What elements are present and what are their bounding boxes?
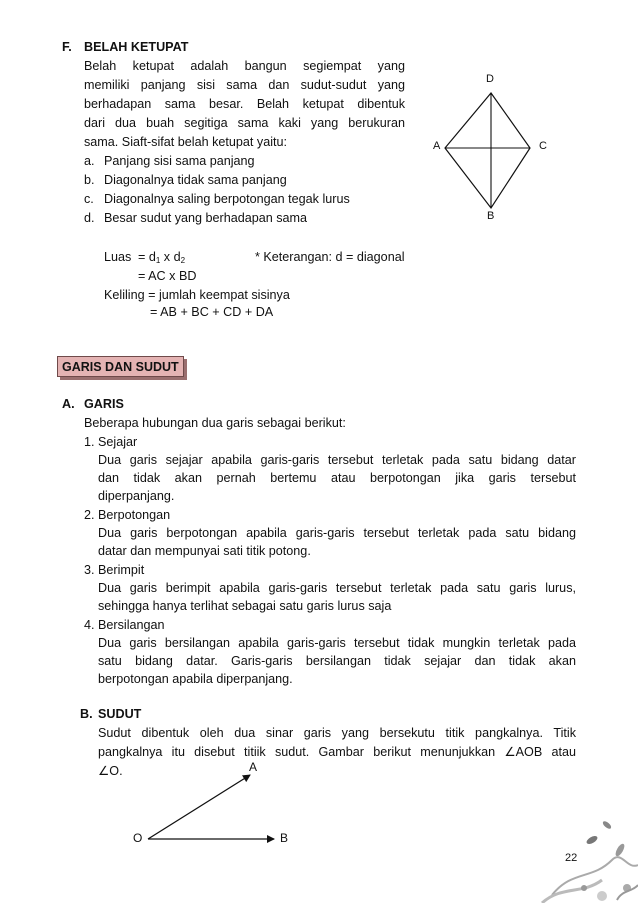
floral-ornament: [532, 800, 638, 903]
subscript: 2: [180, 256, 186, 265]
rhombus-diagram: [430, 70, 550, 230]
angle-diagram: [140, 760, 300, 850]
subscript: 1: [155, 256, 161, 265]
luas-eq: = d: [138, 250, 156, 264]
luas-label: Luas: [104, 250, 132, 264]
list-item-title: 4. Bersilangan: [84, 618, 165, 632]
angle-label-a: A: [249, 760, 258, 774]
paragraph-line: Dua garis sejajar apabila garis-garis tersebut terletak pada satu bidang datar: [98, 453, 576, 467]
list-item: Diagonalnya tidak sama panjang: [104, 173, 287, 187]
paragraph-line: Dua garis berimpit apabila garis-garis tersebut terletak pada satu garis lurus,: [98, 581, 576, 595]
paragraph-line: berhadapan sama besar. Belah ketupat dibentuk: [84, 97, 405, 111]
vertex-label-b: B: [487, 210, 495, 222]
keterangan-note: * Keterangan: d = diagonal: [255, 250, 405, 264]
vertex-label-d: D: [486, 73, 494, 85]
paragraph-line: dari dua buah segitiga sama kaki yang berukuran: [84, 116, 405, 130]
paragraph-line: memiliki panjang sisi sama dan sudut-sudut yang: [84, 78, 405, 92]
paragraph-line: satu bidang datar. Garis-garis bersilangan tidak sejajar dan tidak akan: [98, 654, 576, 668]
garis-intro: Beberapa hubungan dua garis sebagai berikut:: [84, 416, 346, 430]
section-b-letter: B.: [80, 707, 93, 721]
paragraph-line: Dua garis berpotongan apabila garis-garis tersebut terletak pada satu bidang: [98, 526, 576, 540]
keliling-formula-1: Keliling = jumlah keempat sisinya: [104, 288, 290, 302]
section-b-heading: SUDUT: [98, 707, 142, 721]
list-marker: a.: [84, 154, 95, 168]
section-a-letter: A.: [62, 397, 75, 411]
paragraph-line: diperpanjang.: [98, 489, 175, 503]
paragraph-line: dan tidak akan pernah bertemu atau berpotongan jika garis tersebut: [98, 471, 576, 485]
list-marker: d.: [84, 211, 95, 225]
paragraph-line: Belah ketupat adalah bangun segiempat yang: [84, 59, 405, 73]
ray-oa: [148, 775, 250, 839]
list-marker: c.: [84, 192, 94, 206]
paragraph-line: Dua garis bersilangan apabila garis-garis tersebut tidak mungkin terletak pada: [98, 636, 576, 650]
section-f-letter: F.: [62, 40, 72, 54]
list-marker: b.: [84, 173, 95, 187]
page-number: 22: [565, 852, 578, 864]
paragraph-line: Sudut dibentuk oleh dua sinar garis yang bersekutu titik pangkalnya. Titik: [98, 726, 576, 740]
list-item: Besar sudut yang berhadapan sama: [104, 211, 308, 225]
paragraph-line: sehingga hanya terlihat sebagai satu garis lurus saja: [98, 599, 392, 613]
luas-times: x d: [160, 250, 181, 264]
section-badge: GARIS DAN SUDUT: [57, 356, 184, 377]
section-f-heading: BELAH KETUPAT: [84, 40, 189, 54]
list-item: Diagonalnya saling berpotongan tegak lurus: [104, 192, 350, 206]
paragraph-line: ∠O.: [98, 764, 123, 778]
paragraph-line: berpotongan apabila diperpanjang.: [98, 672, 293, 686]
section-a-heading: GARIS: [84, 397, 124, 411]
luas-formula-2: = AC x BD: [138, 269, 197, 283]
list-item-title: 2. Berpotongan: [84, 508, 171, 522]
paragraph-line: pangkalnya itu disebut titiik sudut. Gambar berikut menunjukkan ∠AOB atau: [98, 745, 576, 759]
list-item-title: 3. Berimpit: [84, 563, 145, 577]
angle-label-o: O: [133, 831, 143, 845]
angle-label-b: B: [280, 831, 289, 845]
paragraph-line: datar dan mempunyai sati titik potong.: [98, 544, 311, 558]
list-item: Panjang sisi sama panjang: [104, 154, 255, 168]
list-item-title: 1. Sejajar: [84, 435, 138, 449]
keliling-formula-2: = AB + BC + CD + DA: [150, 305, 274, 319]
vertex-label-a: A: [433, 140, 441, 152]
paragraph-line: sama. Siaft-sifat belah ketupat yaitu:: [84, 135, 288, 149]
rhombus-shape: [445, 93, 530, 208]
vertex-label-c: C: [539, 140, 547, 152]
